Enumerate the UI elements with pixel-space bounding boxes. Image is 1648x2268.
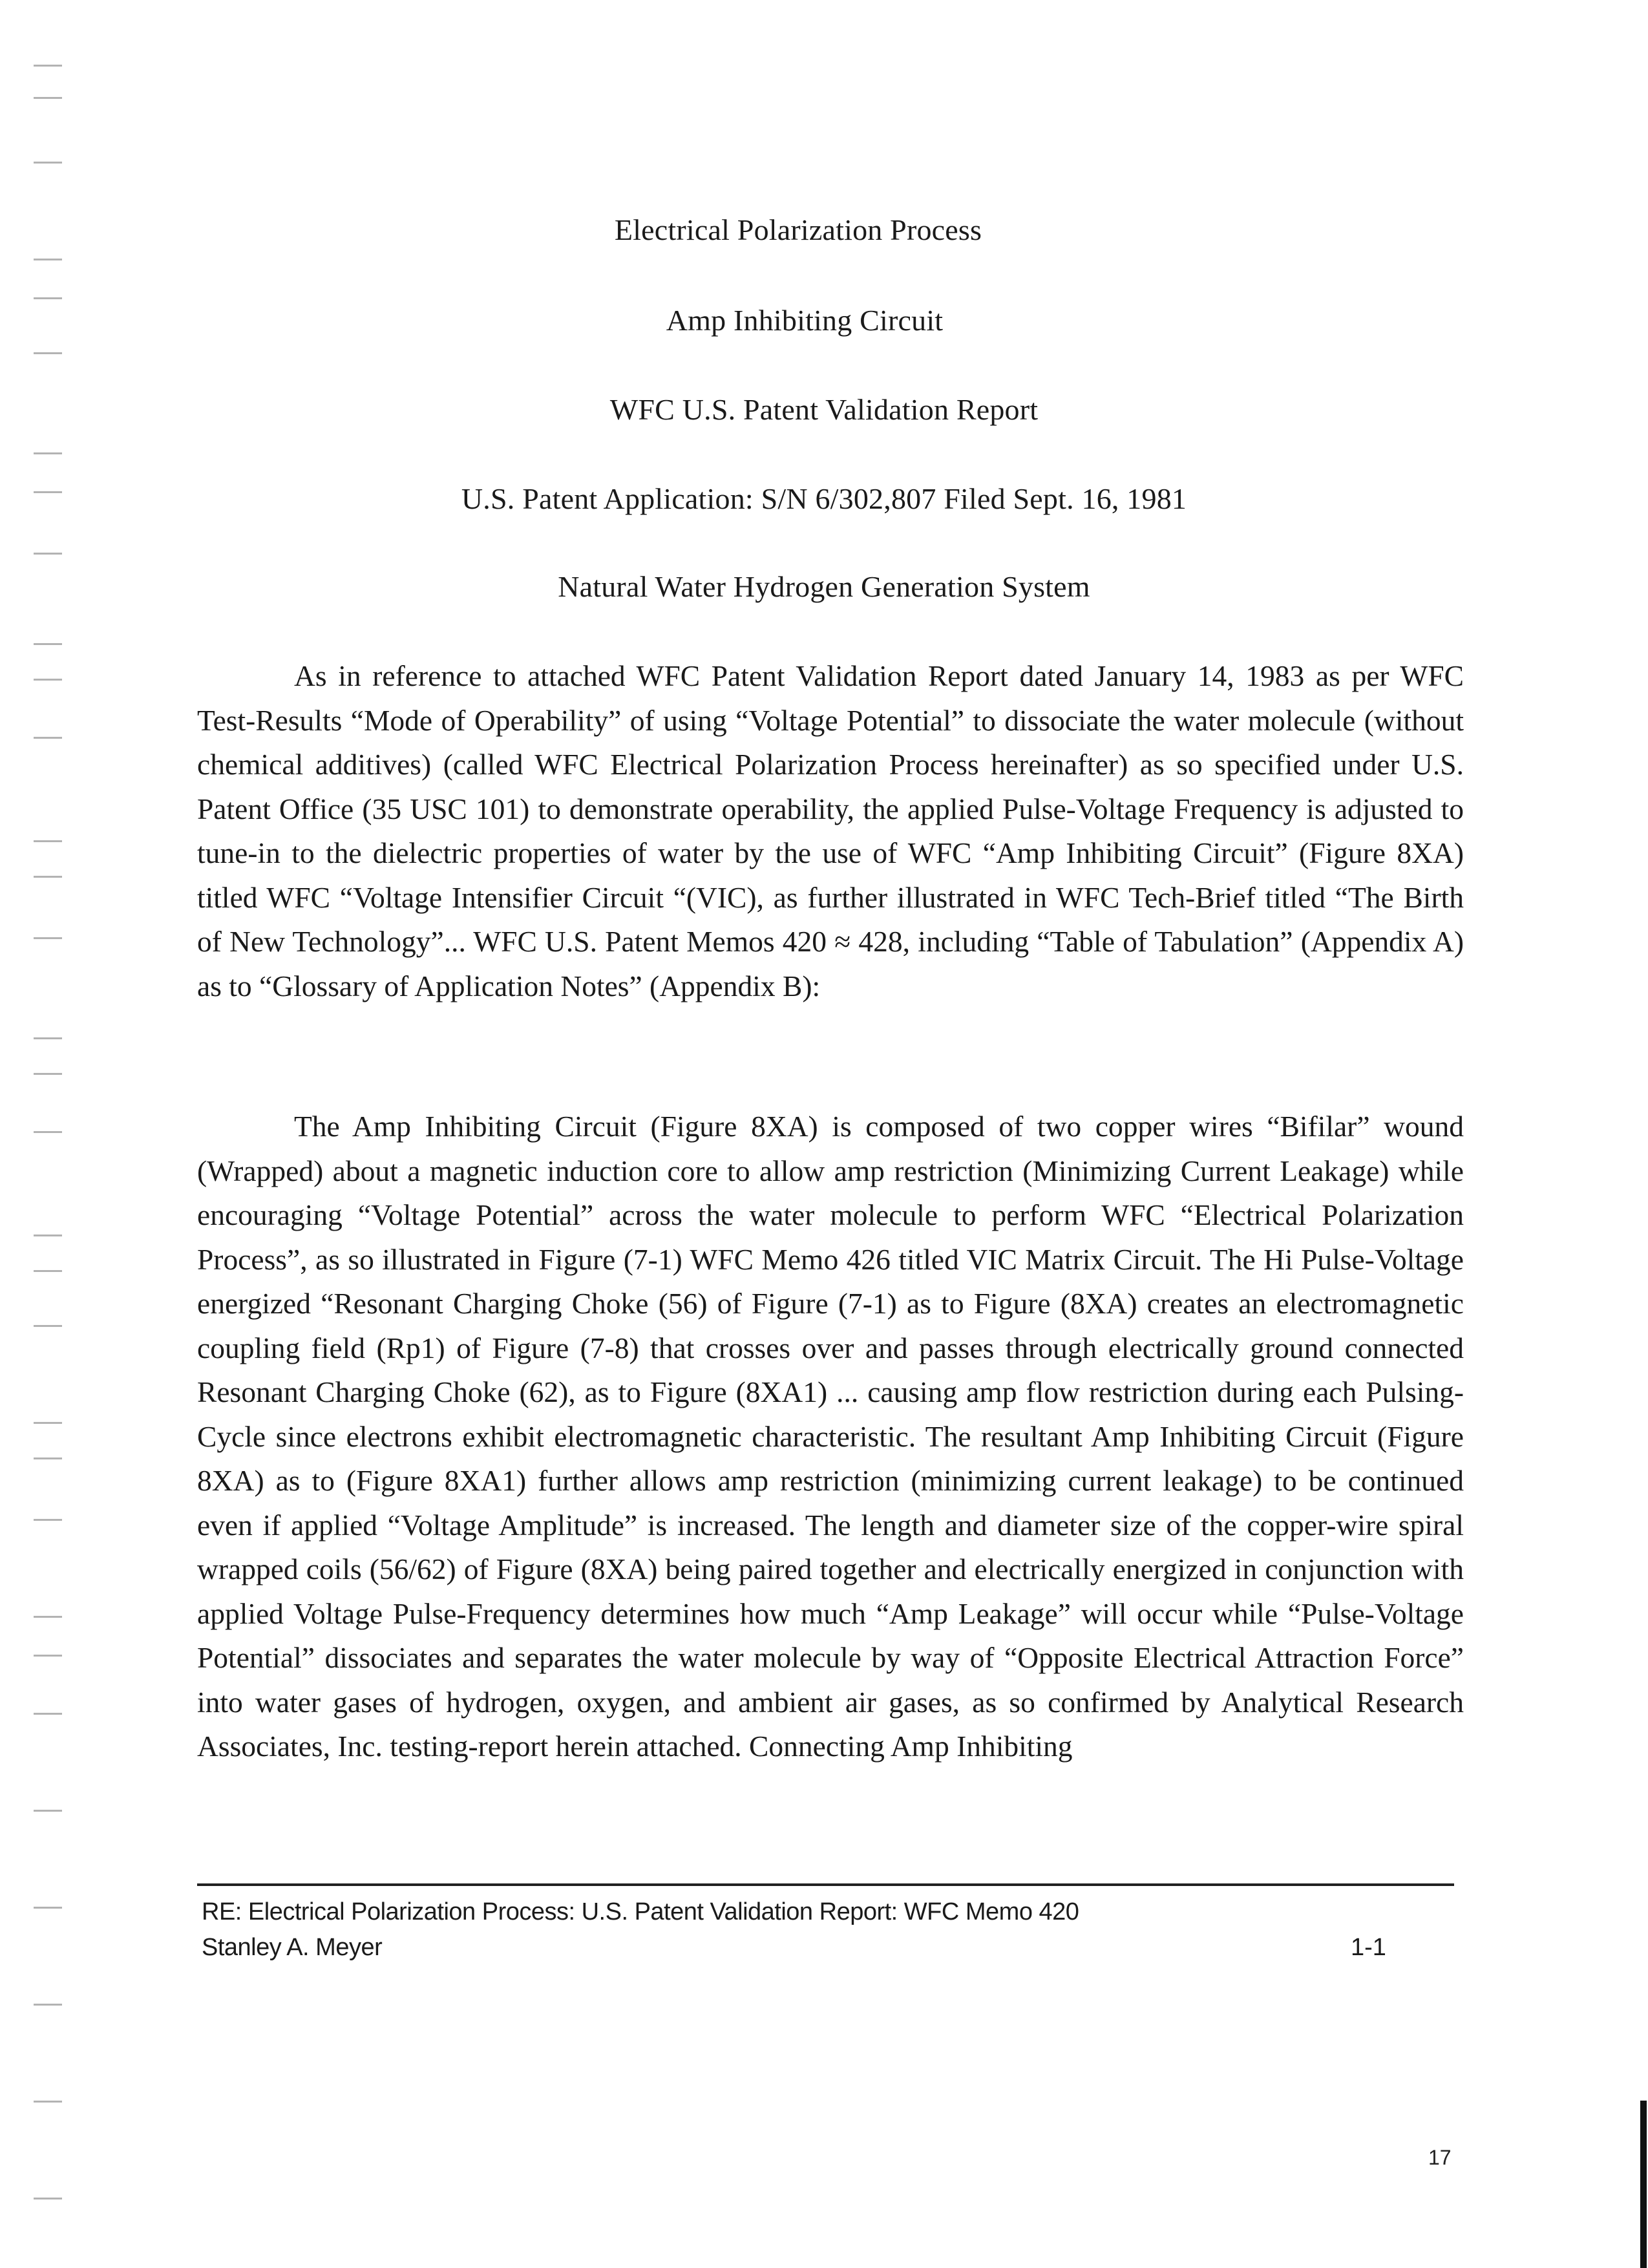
footer-page-label: 1-1 xyxy=(1351,1934,1386,1961)
document-title-line-3: WFC U.S. Patent Validation Report xyxy=(609,393,1039,426)
scan-edge-mark xyxy=(1640,2101,1647,2268)
document-title-line-4: U.S. Patent Application: S/N 6/302,807 Filed Sept. 16, 1981 xyxy=(461,482,1187,515)
footer-reference-line: RE: Electrical Polarization Process: U.S. Patent Validation Report: WFC Memo 420 xyxy=(202,1898,1079,1925)
document-title-line-2: Amp Inhibiting Circuit xyxy=(666,304,944,337)
footer-divider xyxy=(197,1883,1454,1886)
body-paragraph-1: As in reference to attached WFC Patent Validation Report dated January 14, 1983 as per WFC Test-Results “Mode of Operability” of using “Voltage Potential” to dissociate the water molecule (without chemical additives) (called WFC Electrical Polarization Process hereinafter) as so specified under U.S. Patent Office (35 USC 101) to demonstrate operability, the applied Pulse-Voltage Frequency is adjusted to tune-in to the dielectric properties of water by the use of WFC “Amp Inhibiting Circuit” (Figure 8XA) titled WFC “Voltage Intensifier Circuit “(VIC), as further illustrated in WFC Tech-Brief titled “The Birth of New Technology”... WFC U.S. Patent Memos 420 ≈ 428, including “Table of Tabulation” (Appendix A) as to “Glossary of Application Notes” (Appendix B): xyxy=(197,659,1464,1002)
sheet-number: 17 xyxy=(1428,2146,1452,2169)
left-margin-scan-marks xyxy=(26,0,65,2268)
body-paragraph-2: The Amp Inhibiting Circuit (Figure 8XA) is composed of two copper wires “Bifilar” wound (Wrapped) about a magnetic induction core to allow amp restriction (Minimizing Current Leakage) while encouraging “Voltage Potential” across the water molecule to perform WFC “Electrical Polarization Process”, as so illustrated in Figure (7-1) WFC Memo 426 titled VIC Matrix Circuit. The Hi Pulse-Voltage energized “Resonant Charging Choke (56) of Figure (7-1) as to Figure (8XA) creates an electromagnetic coupling field (Rp1) of Figure (7-8) that crosses over and passes through electrically ground connected Resonant Charging Choke (62), as to Figure (8XA1) ... causing amp flow restriction during each Pulsing-Cycle since electrons exhibit electromagnetic characteristic. The resultant Amp Inhibiting Circuit (Figure 8XA) as to (Figure 8XA1) further allows amp restriction (minimizing current leakage) to be continued even if applied “Voltage Amplitude” is increased. The length and diameter size of the copper-wire spiral wrapped coils (56/62) of Figure (8XA) being paired together and electrically energized in conjunction with applied Voltage Pulse-Frequency determines how much “Amp Leakage” will occur while “Pulse-Voltage Potential” dissociates and separates the water molecule by way of “Opposite Electrical Attraction Force” into water gases of hydrogen, oxygen, and ambient air gases, as so confirmed by Analytical Research Associates, Inc. testing-report herein attached. Connecting Amp Inhibiting xyxy=(197,1110,1464,1763)
document-title-line-5: Natural Water Hydrogen Generation System xyxy=(558,570,1090,603)
document-title-line-1: Electrical Polarization Process xyxy=(614,213,982,246)
footer-author: Stanley A. Meyer xyxy=(202,1934,383,1961)
